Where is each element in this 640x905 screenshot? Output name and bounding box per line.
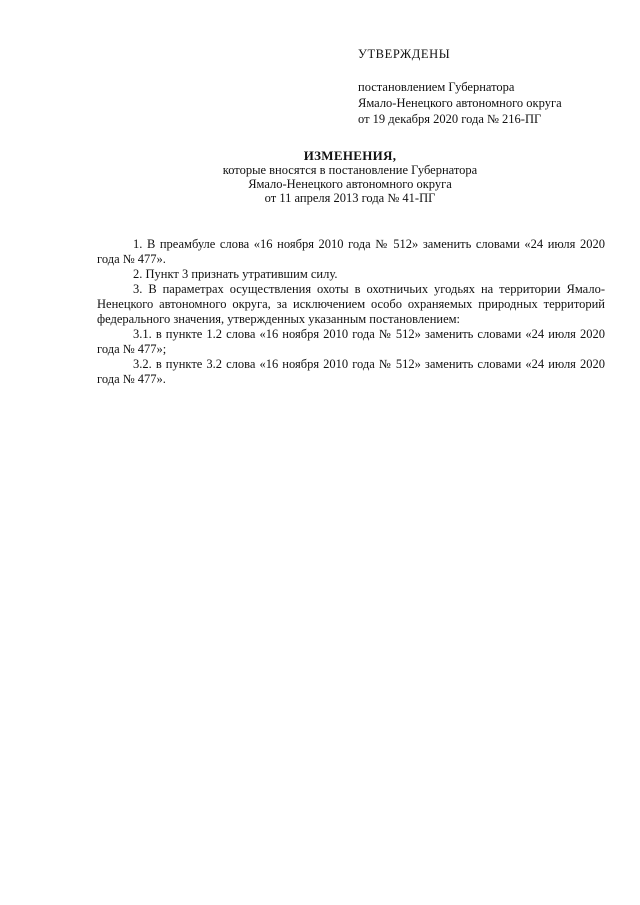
item-3: 3. В параметрах осуществления охоты в охотничьих угодьях на территории Ямало-Ненецкого автономного округа, за исключением особо охраняемых природных территорий федерального значения, утвержденных указанным постановлением: [97,282,605,326]
title-line-2: Ямало-Ненецкого автономного округа [248,177,452,191]
approval-line-3: от 19 декабря 2020 года № 216-ПГ [358,112,542,126]
approval-stamp [358,46,562,127]
title-line-3: от 11 апреля 2013 года № 41-ПГ [264,191,436,205]
item-3-2: 3.2. в пункте 3.2 слова «16 ноября 2010 года № 512» заменить словами «24 июля 2020 года № 477». [97,357,605,386]
document-body [97,237,605,387]
document-title [120,149,580,205]
approval-label: УТВЕРЖДЕНЫ [358,47,451,61]
title-line-1: которые вносятся в постановление Губернатора [222,163,478,177]
approval-line-1: постановлением Губернатора [358,80,515,94]
item-1: 1. В преамбуле слова «16 ноября 2010 года № 512» заменить словами «24 июля 2020 года № 477». [97,237,605,266]
item-3-1: 3.1. в пункте 1.2 слова «16 ноября 2010 года № 512» заменить словами «24 июля 2020 года № 477»; [97,327,605,356]
item-2: 2. Пункт 3 признать утратившим силу. [133,267,338,281]
title-heading: ИЗМЕНЕНИЯ, [303,148,397,163]
approval-line-2: Ямало-Ненецкого автономного округа [358,96,562,110]
